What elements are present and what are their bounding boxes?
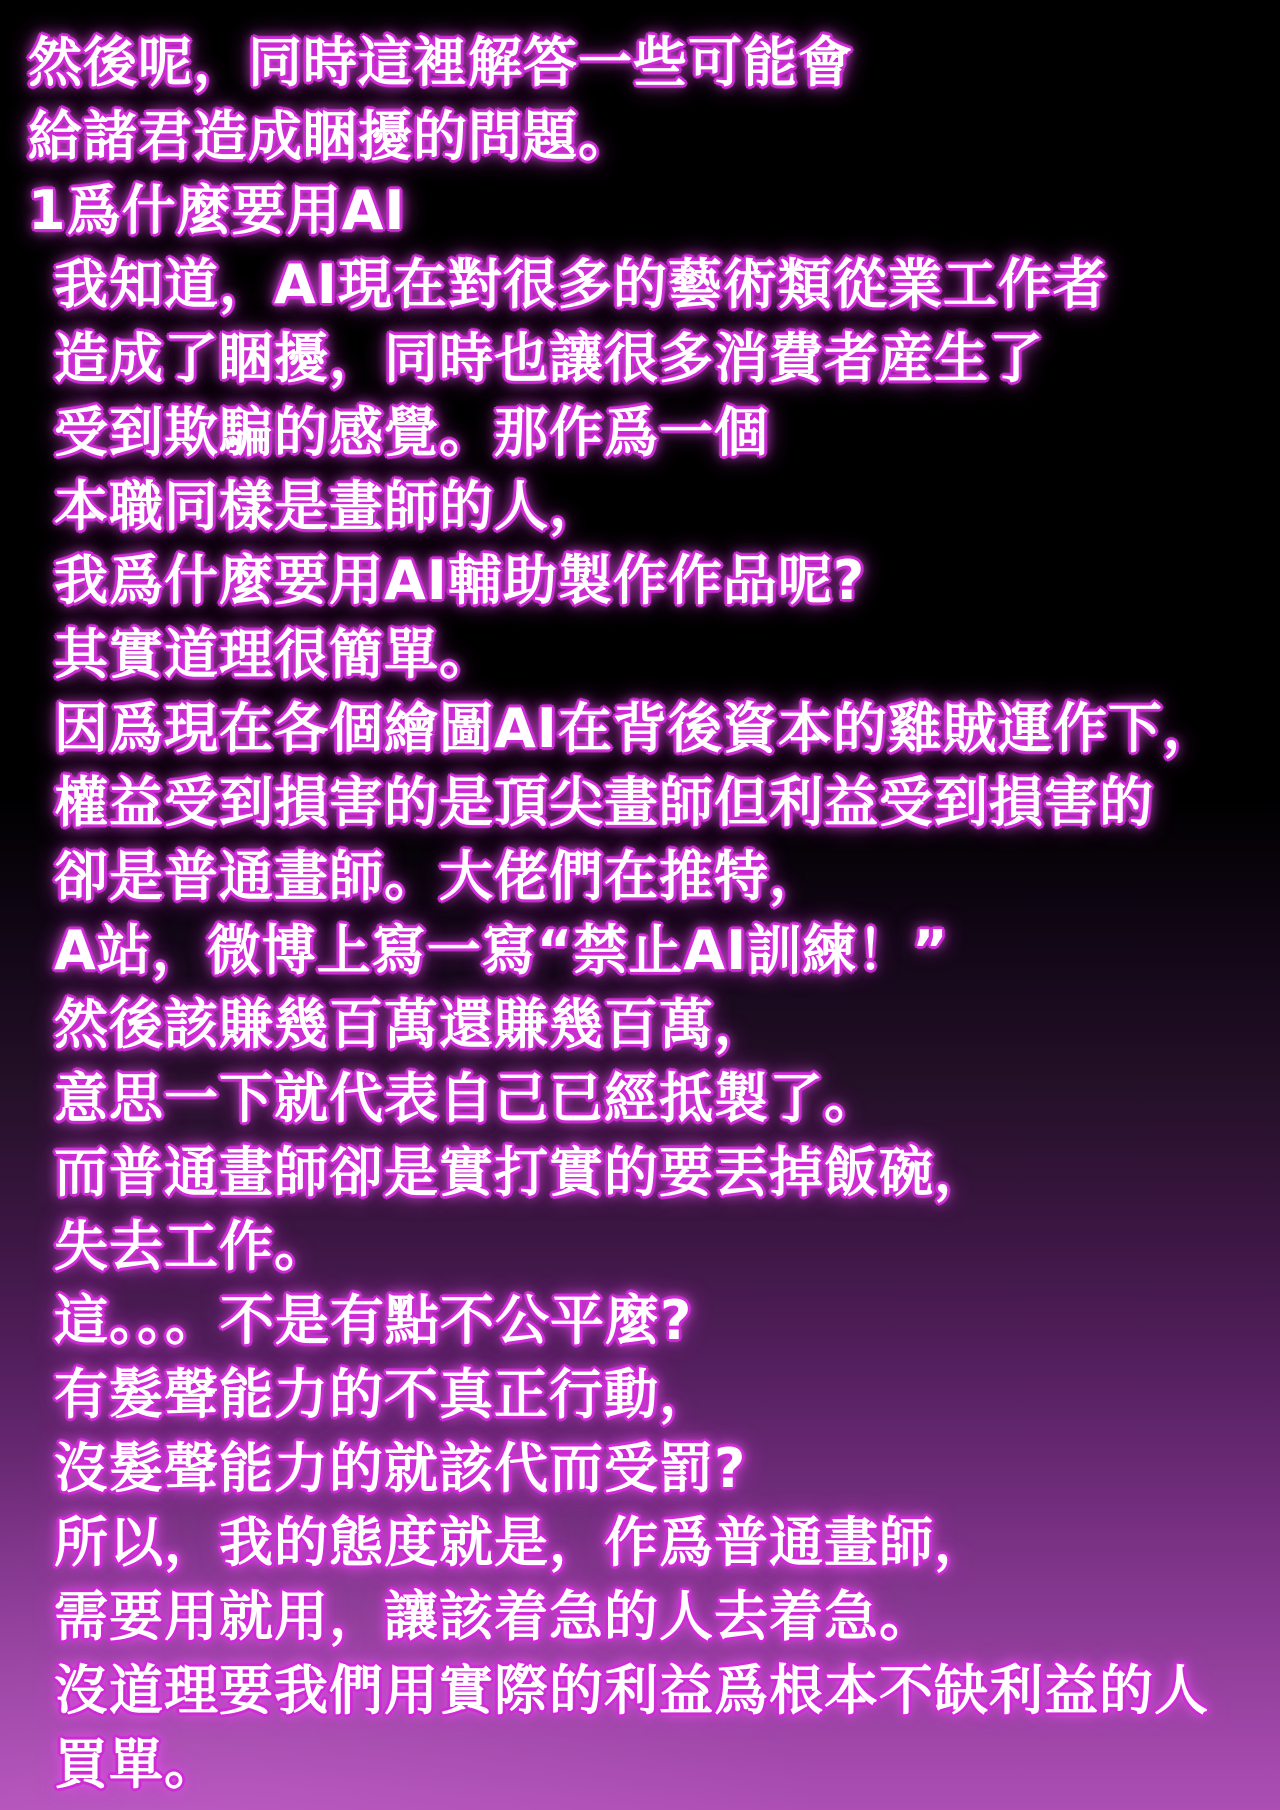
text-line: 卻是普通畫師。大佬們在推特， xyxy=(54,845,824,908)
text-line: 沒髮聲能力的就該代而受罰? xyxy=(54,1437,747,1500)
text-line: 需要用就用，讓該着急的人去着急。 xyxy=(54,1585,934,1648)
text-line: 然後呢，同時這裡解答一些可能會 xyxy=(28,31,853,94)
text-line: 其實道理很簡單。 xyxy=(54,623,494,686)
text-line: 沒道理要我們用實際的利益爲根本不缺利益的人 xyxy=(54,1659,1209,1722)
text-line: 造成了睏擾，同時也讓很多消費者産生了 xyxy=(54,327,1044,390)
text-line: 受到欺騙的感覺。那作爲一個 xyxy=(54,401,769,464)
text-line: 買單。 xyxy=(54,1733,219,1796)
text-line: 所以，我的態度就是，作爲普通畫師， xyxy=(54,1511,989,1574)
text-line: 我知道，AI現在對很多的藝術類從業工作者 xyxy=(54,253,1108,316)
text-line: 1爲什麼要用AI xyxy=(28,179,406,242)
text-line: 我爲什麼要用AI輔助製作作品呢? xyxy=(54,549,866,612)
text-line: 意思一下就代表自己已經抵製了。 xyxy=(54,1067,879,1130)
text-line: 而普通畫師卻是實打實的要丟掉飯碗， xyxy=(54,1141,989,1204)
text-line: 給諸君造成睏擾的問題。 xyxy=(28,105,633,168)
text-line: 因爲現在各個繪圖AI在背後資本的雞賊運作下， xyxy=(54,697,1218,760)
text-line: 本職同樣是畫師的人， xyxy=(54,475,604,538)
text-line: 這。。。不是有點不公平麼? xyxy=(54,1289,693,1352)
text-line: 權益受到損害的是頂尖畫師但利益受到損害的 xyxy=(54,771,1154,834)
text-line: 然後該賺幾百萬還賺幾百萬， xyxy=(54,993,769,1056)
text-line: 失去工作。 xyxy=(54,1215,329,1278)
text-line: 有髮聲能力的不真正行動， xyxy=(54,1363,714,1426)
text-line: A站，微博上寫一寫“禁止AI訓練！” xyxy=(54,919,949,982)
